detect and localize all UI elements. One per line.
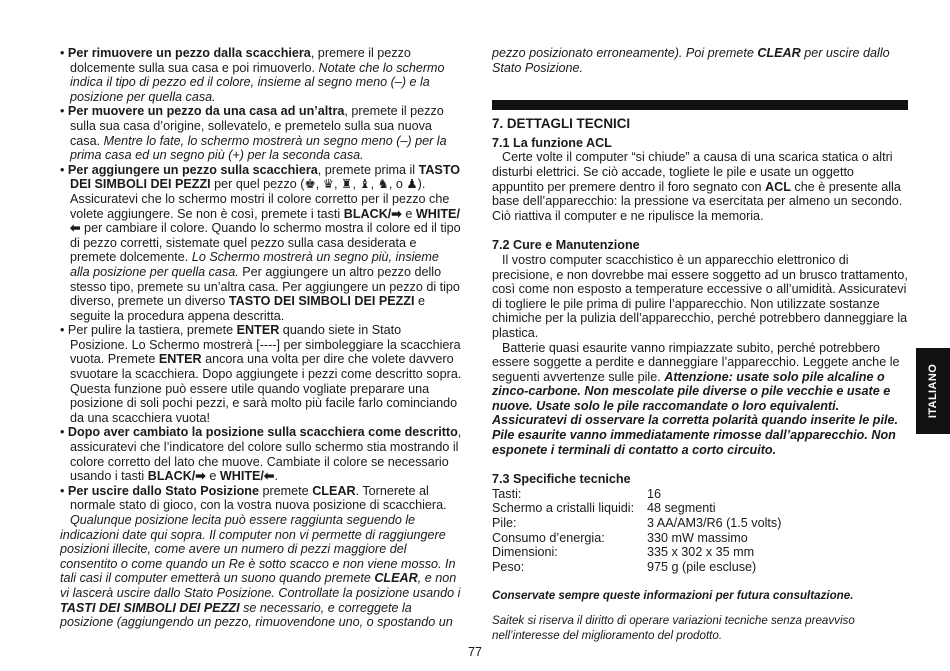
body-text: . Tornerete al normale stato di gioco, con la vostra nuova posizione di scacchiera. [70, 483, 447, 513]
subsection-title-acl: 7.1 La funzione ACL [492, 135, 612, 150]
spec-key: Consumo d’energia: [492, 530, 605, 545]
spacer [492, 604, 908, 614]
body-text: premete [258, 483, 313, 498]
body-text: . [274, 469, 278, 484]
clear-key-label: CLEAR [312, 483, 356, 498]
section-title: 7. DETTAGLI TECNICI [492, 116, 631, 132]
subsection-title-care: 7.2 Cure e Manutenzione [492, 238, 640, 253]
acl-paragraph [492, 150, 908, 223]
continued-paragraph [492, 46, 908, 75]
spacer [492, 223, 908, 238]
italic-text: Lo Schermo mostrerà un segno più, insieme alla posizione per quella casa. [70, 250, 439, 279]
body-text: Per pulire la tastiera, premete [67, 323, 237, 338]
spacer [492, 457, 908, 472]
empty-board-display-icon: [----] [256, 337, 280, 352]
legal-position-paragraph [60, 513, 462, 630]
language-side-tab [916, 348, 950, 434]
left-column [60, 46, 462, 630]
spec-value: 48 segmenti [647, 501, 716, 516]
subsection-title-specs: 7.3 Specifiche tecniche [492, 472, 631, 487]
body-text: che è presente alla base dell’apparecchio: la pressione va esercitata per almeno un secondo. Ciò riattiva il computer e ne ripulisce la memoria. [492, 179, 903, 223]
body-text: e [401, 206, 416, 221]
body-text: Per aggiungere un altro pezzo dello stesso tipo, premete su un’altra casa. Per aggiungere un pezzo di tipo diverso, premete un diverso [70, 264, 460, 309]
bullet-add-piece: • Per aggiungere un pezzo sulla scacchiera, premete prima il TASTO DEI SIMBOLI DEI PEZZI per quel pezzo (♚, ♛, ♜, ♝, ♞, o ♟). Assicuratevi che lo schermo mostri il colore corretto per il pezzo che volete aggiungere. Se non è così, premete i tasti BLACK/➡ e WHITE/⬅ per cambiare il colore. Quando lo schermo mostra il colore ed il tipo di pezzo corretti, sistemate quel pezzo sulla casa desiderata e premete dolcemente. Lo Schermo mostrerà un segno più, insieme alla posizione per quella casa. Per aggiungere un altro pezzo dello stesso tipo, premete su un’altra casa. Per aggiungere un pezzo di tipo diverso, premete un diverso TASTO DEI SIMBOLI DEI PEZZI e seguite la procedura appena descritta. [60, 162, 461, 323]
bullet-clear-board: • Per pulire la tastiera, premete ENTER quando siete in Stato Posizione. Lo Schermo mostrerà [----] per simboleggiare la scacchiera vuota. Premete ENTER ancora una volta per dire che volete davvero svuotare la scacchiera. Dopo aggiungete i pezzi come descritto sopra. Questa funzione può essere utile quando vogliate preparare una posizione di soli pochi pezzi, e sarà molto più facile farlo cominciando da una scacchiera vuota! [60, 323, 462, 425]
italic-text: pezzo posizionato erroneamente). Poi premete [492, 46, 758, 60]
keep-info-note: Conservate sempre queste informazioni per futura consultazione. [492, 589, 854, 603]
white-key-label: WHITE/⬅ [219, 469, 275, 484]
care-paragraph-2 [492, 341, 908, 458]
italic-text: Qualunque posizione lecita può essere raggiunta seguendo le indicazioni date qui sopra. Il computer non vi permette di raggiungere posizioni illecite, come avere un numero di pezzi maggiore del consentito o come quando un Re è sotto scacco e non viene mosso. In tali casi il computer emetterà un suono quando premete [60, 513, 456, 586]
spec-row [492, 516, 908, 531]
black-key-label: BLACK/➡ [343, 206, 402, 221]
white-key-label: WHITE/⬅ [70, 206, 460, 236]
italic-text: per uscire dallo Stato Posizione. [492, 46, 890, 75]
body-text: ancora una volta per dire che volete davvero svuotare la scacchiera. Dopo aggiungete i pezzi come descritto sopra. Questa funzione può essere utile quando vogliate preparare una posizione di soli pochi pezzi, e sarà molto più facile farlo cominciando da una scacchiera vuota! [70, 352, 462, 425]
body-text: e seguite la procedura appena descritta. [70, 294, 426, 323]
saitek-disclaimer: Saitek si riserva il diritto di operare variazioni tecniche senza preavviso nell’interesse del miglioramento del prodotto. [492, 614, 855, 642]
spec-value: 16 [647, 486, 662, 501]
spec-row [492, 560, 908, 575]
italic-text: , e non vi lascerà uscire dallo Stato Posizione. Controllate la posizione usando i [60, 571, 461, 600]
body-text: per cambiare il colore. Quando lo schermo mostra il colore ed il tipo di pezzo corretti, sistemate quel pezzo sulla casa desiderata e premete dolcemente. [70, 221, 461, 265]
bold-text: Dopo aver cambiato la posizione sulla scacchiera come descritto [67, 425, 458, 440]
spec-value: 335 x 302 x 35 mm [647, 545, 755, 560]
right-column [492, 46, 908, 643]
spec-row [492, 531, 908, 546]
body-text: , premete prima il [317, 162, 419, 177]
spec-value: 975 g (pile escluse) [647, 559, 757, 574]
spec-key: Pile: [492, 516, 517, 531]
body-text: , assicuratevi che l’indicatore del colore sullo schermo stia mostrando il colore corretto del lato che muove. Cambiate il colore se necessario usando i tasti [70, 425, 462, 484]
enter-key-label: ENTER [236, 323, 280, 338]
battery-warning: Attenzione: usate solo pile alcaline o zinco-carbone. Non mescolate pile diverse o pile vecchie e usate e nuove. Usate solo le pile raccomandate o loro equivalenti. Assicuratevi di osservare la corretta polarità quando inserite le pile. Pile esaurite vanno immediatamente rimosse dall’apparecchio. Non esponete i terminali di contatto a corto circuito. [492, 369, 898, 457]
spec-key: Peso: [492, 559, 525, 574]
spec-key: Dimensioni: [492, 545, 558, 560]
body-text: per quel pezzo (♚, ♛, ♜, ♝, ♞, o ♟). Assicuratevi che lo schermo mostri il colore corretto per il pezzo che volete aggiungere. Se non è così, premete i tasti [70, 177, 450, 221]
section-divider-bar [492, 100, 908, 110]
page-number: 77 [467, 645, 482, 659]
body-text: Batterie quasi esaurite vanno rimpiazzate subito, perché potrebbero essere soggette a perdite e danneggiare l’apparecchio. Leggete anche le seguenti avvertenze sulle pile. [492, 340, 900, 384]
specs-table [492, 487, 908, 575]
spacer [492, 574, 908, 589]
body-text: per simboleggiare la scacchiera vuota. Premete [70, 337, 461, 367]
body-text: Certe volte il computer “si chiude” a causa di una scarica statica o altri disturbi elettrici. Se ciò accade, togliete le pile e usate un oggetto appuntito per premere dentro il foro segnato con [492, 150, 893, 194]
acl-label: ACL [765, 179, 791, 194]
spec-value: 3 AA/AM3/R6 (1.5 volts) [647, 516, 782, 531]
italic-text: Mentre lo fate, lo schermo mostrerà un segno meno (–) per la prima casa ed un segno più (+) per la seconda casa. [70, 133, 447, 163]
clear-key-label: CLEAR [757, 46, 801, 60]
black-key-label: BLACK/➡ [147, 469, 206, 484]
italic-text: Notate che lo schermo indica il tipo di pezzo ed il colore, insieme al segno meno (–) e la posizione per quella casa. [70, 60, 445, 104]
bold-text: Per aggiungere un pezzo sulla scacchiera [67, 162, 318, 177]
spacer [492, 75, 908, 90]
spec-row [492, 545, 908, 560]
bullet-remove-piece: • Per rimuovere un pezzo dalla scacchiera, premere il pezzo dolcemente sulla sua casa e poi rimuoverlo. Notate che lo schermo indica il tipo di pezzo ed il colore, insieme al segno meno (–) e la posizione per quella casa. [60, 46, 445, 104]
bold-text: TASTI DEI SIMBOLI DEI PEZZI [60, 600, 240, 615]
body-text: , premere il pezzo dolcemente sulla sua casa e poi rimuoverlo. [70, 46, 411, 75]
body-text: , premete il pezzo sulla sua casa d’origine, sollevatelo, e premetelo sulla sua nuova casa. [70, 104, 444, 148]
bold-text: TASTO DEI SIMBOLI DEI PEZZI [228, 294, 415, 309]
spec-value: 330 mW massimo [647, 530, 748, 545]
bold-text: Per rimuovere un pezzo dalla scacchiera [67, 46, 311, 60]
body-text: e [205, 469, 220, 484]
bold-text: TASTO DEI SIMBOLI DEI PEZZI [70, 162, 461, 192]
bold-text: Per uscire dallo Stato Posizione [67, 483, 259, 498]
italic-text: se necessario, e correggete la posizione (aggiungendo un pezzo, rimuovendone uno, o spostando un [60, 600, 453, 630]
spec-key: Schermo a cristalli liquidi: [492, 501, 635, 516]
language-label: ITALIANO [927, 363, 939, 419]
bullet-after-change: • Dopo aver cambiato la posizione sulla scacchiera come descritto, assicuratevi che l’indicatore del colore sullo schermo stia mostrando il colore corretto del lato che muove. Cambiate il colore se necessario usando i tasti BLACK/➡ e WHITE/⬅. [60, 425, 462, 484]
bullet-exit-position: • Per uscire dallo Stato Posizione premete CLEAR. Tornerete al normale stato di gioco, con la vostra nuova posizione di scacchiera. [60, 483, 447, 513]
spec-key: Tasti: [492, 486, 522, 501]
body-text: quando siete in Stato Posizione. Lo Schermo mostrerà [70, 323, 402, 352]
spec-row [492, 501, 908, 516]
enter-key-label: ENTER [158, 352, 202, 367]
bold-text: Per muovere un pezzo da una casa ad un’altra [67, 104, 345, 119]
bullet-move-piece: • Per muovere un pezzo da una casa ad un’altra, premete il pezzo sulla sua casa d’origine, sollevatelo, e premetelo sulla sua nuova casa. Mentre lo fate, lo schermo mostrerà un segno meno (–) per la prima casa ed un segno più (+) per la seconda casa. [60, 104, 447, 163]
clear-key-label: CLEAR [374, 571, 418, 586]
care-paragraph-1: Il vostro computer scacchistico è un apparecchio elettronico di precisione, e non dovrebbe mai essere soggetto ad un brusco trattamento, così come non esposto a temperature eccessive o all’umidità. Assicuratevi di togliere le pile prima di pulire l’apparecchio. Non utilizzate sostanze chimiche per la pulizia dell’apparecchio, perché potrebbero danneggiare la plastica. [492, 252, 908, 340]
spec-row [492, 487, 908, 502]
